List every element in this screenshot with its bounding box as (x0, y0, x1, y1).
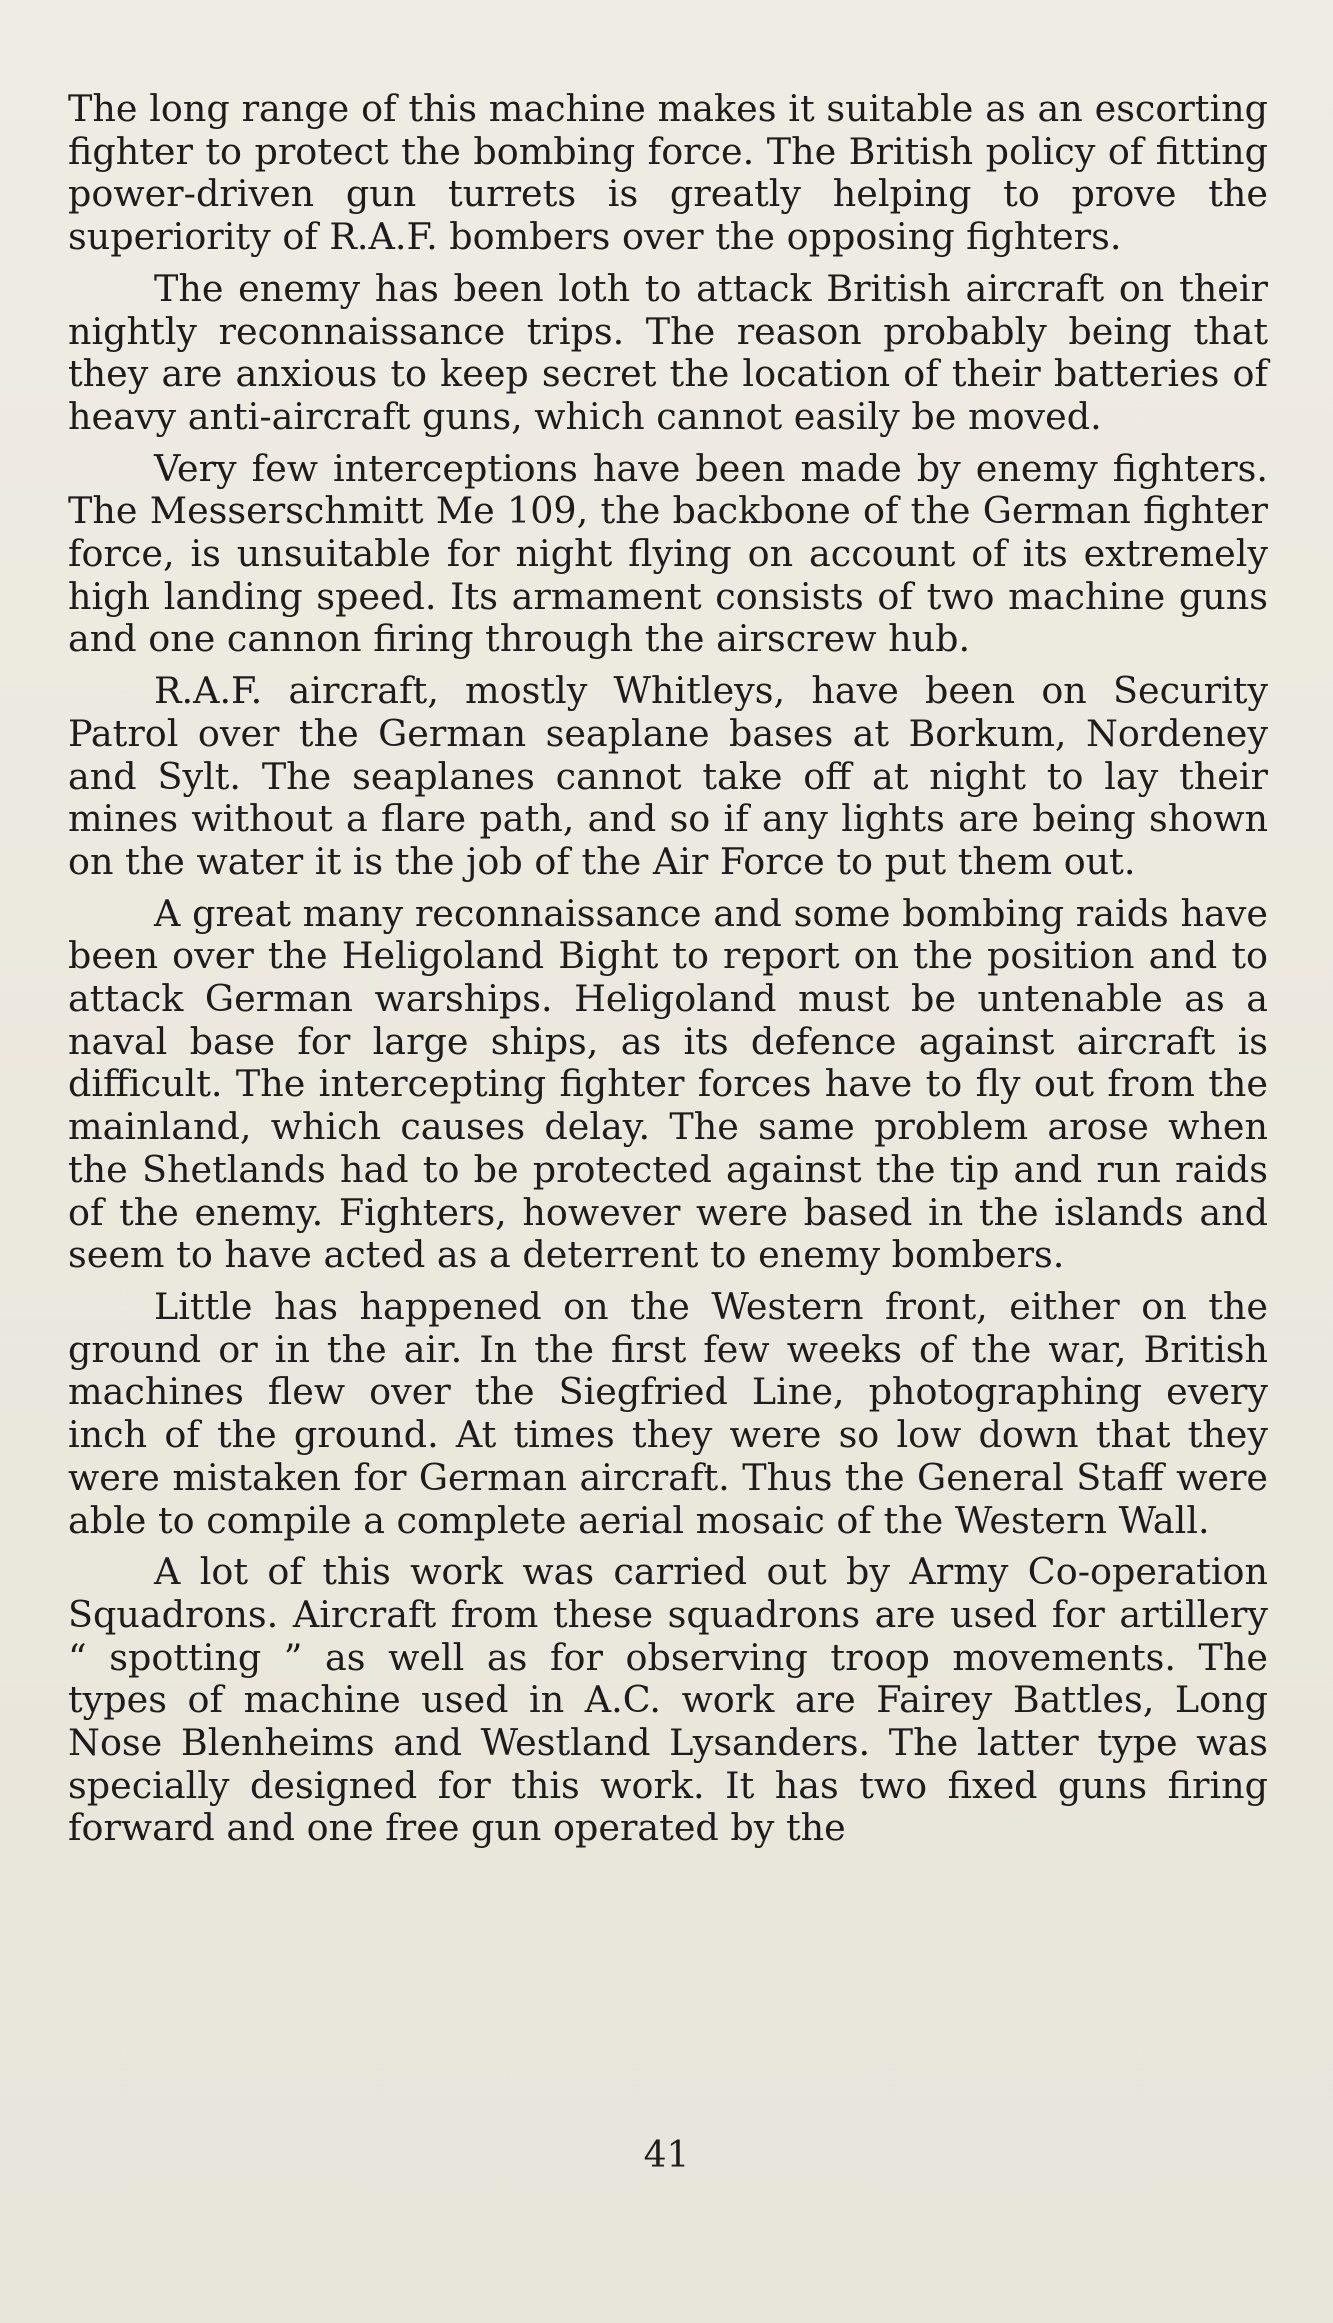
paragraph-4: R.A.F. aircraft, mostly Whitleys, have been on Security Patrol over the German seaplane bases at Borkum, Nordeney and Sylt. The seaplanes cannot take off at night to lay their mines without a flare path, and so if any lights are being shown on the water it is the job of the Air Force to put them out. (68, 669, 1268, 883)
page-number: 41 (643, 2135, 690, 2176)
paragraph-5: A great many reconnaissance and some bombing raids have been over the Heligoland Bight to report on the position and to attack German warships. Heligoland must be untenable as a naval base for large ships, as its defence against aircraft is difficult. The intercepting fighter forces have to fly out from the mainland, which causes delay. The same problem arose when the Shetlands had to be protected against the tip and run raids of the enemy. Fighters, however were based in the islands and seem to have acted as a deterrent to enemy bombers. (68, 891, 1268, 1277)
paragraph-1: The long range of this machine makes it suitable as an escorting fighter to protect the bombing force. The British policy of fitting power-driven gun turrets is greatly helping to prove the superiority of R.A.F. bombers over the opposing fighters. (68, 87, 1268, 259)
paragraph-6: Little has happened on the Western front, either on the ground or in the air. In the first few weeks of the war, British machines flew over the Siegfried Line, photographing every inch of the ground. At times they were so low down that they were mistaken for German aircraft. Thus the General Staff were able to compile a complete aerial mosaic of the Western Wall. (68, 1284, 1268, 1542)
paragraph-2: The enemy has been loth to attack British aircraft on their nightly reconnaissance trips. The reason probably being that they are anxious to keep secret the location of their batteries of heavy anti-aircraft guns, which cannot easily be moved. (68, 266, 1268, 438)
paragraph-7: A lot of this work was carried out by Army Co-operation Squadrons. Aircraft from these squadrons are used for artillery “ spotting ” as well as for observing troop movements. The types of machine used in A.C. work are Fairey Battles, Long Nose Blenheims and Westland Lysanders. The latter type was specially designed for this work. It has two fixed guns firing forward and one free gun operated by the (68, 1550, 1268, 1850)
body-text (68, 88, 1268, 1859)
paragraph-3: Very few interceptions have been made by enemy fighters. The Messerschmitt Me 109, the backbone of the German fighter force, is unsuitable for night flying on account of its extremely high landing speed. Its armament consists of two machine guns and one cannon firing through the airscrew hub. (68, 446, 1268, 661)
